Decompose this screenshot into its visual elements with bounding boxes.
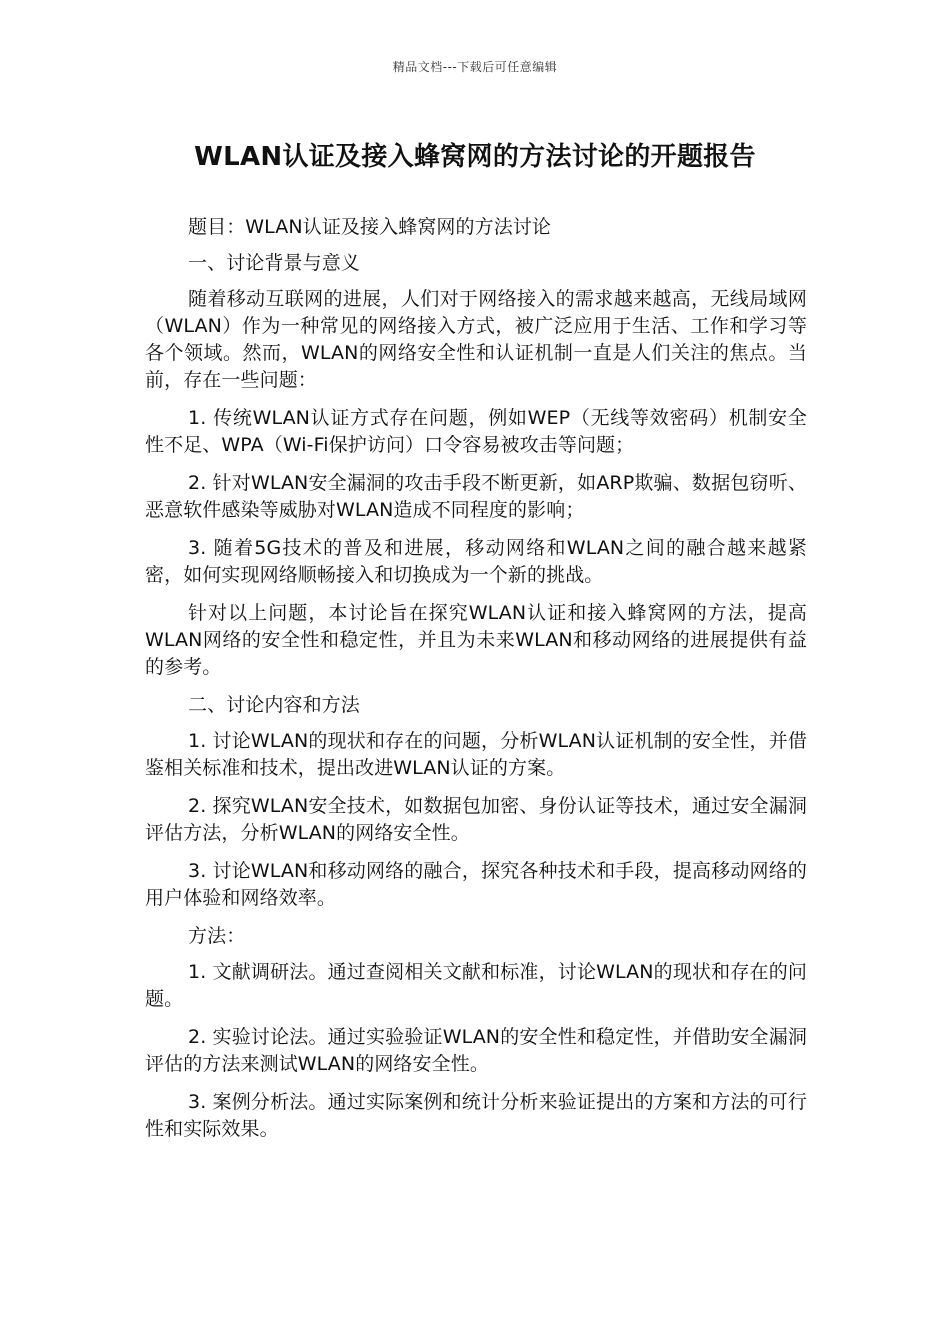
list-item-problem-1: 1. 传统WLAN认证方式存在问题，例如WEP（无线等效密码）机制安全性不足、WPA（Wi-Fi保护访问）口令容易被攻击等问题；	[145, 407, 807, 456]
list-item-method-2: 2. 实验讨论法。通过实验验证WLAN的安全性和稳定性，并借助安全漏洞评估的方法来测试WLAN的网络安全性。	[145, 1026, 807, 1075]
section-heading-background: 一、讨论背景与意义	[188, 252, 360, 274]
paragraph-purpose: 针对以上问题，本讨论旨在探究WLAN认证和接入蜂窝网的方法，提高WLAN网络的安全性和稳定性，并且为未来WLAN和移动网络的进展提供有益的参考。	[145, 602, 807, 678]
list-item-content-2: 2. 探究WLAN安全技术，如数据包加密、身份认证等技术，通过安全漏洞评估方法，分析WLAN的网络安全性。	[145, 795, 807, 844]
list-item-content-1: 1. 讨论WLAN的现状和存在的问题，分析WLAN认证机制的安全性，并借鉴相关标准和技术，提出改进WLAN认证的方案。	[145, 730, 807, 779]
document-title: WLAN认证及接入蜂窝网的方法讨论的开题报告	[194, 142, 756, 172]
list-item-method-1: 1. 文献调研法。通过查阅相关文献和标准，讨论WLAN的现状和存在的问题。	[145, 961, 807, 1010]
list-item-problem-3: 3. 随着5G技术的普及和进展，移动网络和WLAN之间的融合越来越紧密，如何实现网络顺畅接入和切换成为一个新的挑战。	[145, 537, 807, 586]
list-item-method-3: 3. 案例分析法。通过实际案例和统计分析来验证提出的方案和方法的可行性和实际效果。	[145, 1091, 807, 1140]
section-heading-methods: 方法：	[188, 925, 246, 947]
list-item-content-3: 3. 讨论WLAN和移动网络的融合，探究各种技术和手段，提高移动网络的用户体验和网络效率。	[145, 860, 807, 909]
page-header: 精品文档---下载后可任意编辑	[392, 60, 558, 74]
document-body	[145, 214, 807, 1154]
paragraph-background: 随着移动互联网的进展，人们对于网络接入的需求越来越高，无线局域网（WLAN）作为一种常见的网络接入方式，被广泛应用于生活、工作和学习等各个领域。然而，WLAN的网络安全性和认证机制一直是人们关注的焦点。当前，存在一些问题：	[145, 288, 807, 391]
section-heading-content-methods: 二、讨论内容和方法	[188, 694, 360, 716]
paragraph-topic: 题目：WLAN认证及接入蜂窝网的方法讨论	[188, 216, 552, 238]
list-item-problem-2: 2. 针对WLAN安全漏洞的攻击手段不断更新，如ARP欺骗、数据包窃听、恶意软件感染等威胁对WLAN造成不同程度的影响；	[145, 472, 807, 521]
